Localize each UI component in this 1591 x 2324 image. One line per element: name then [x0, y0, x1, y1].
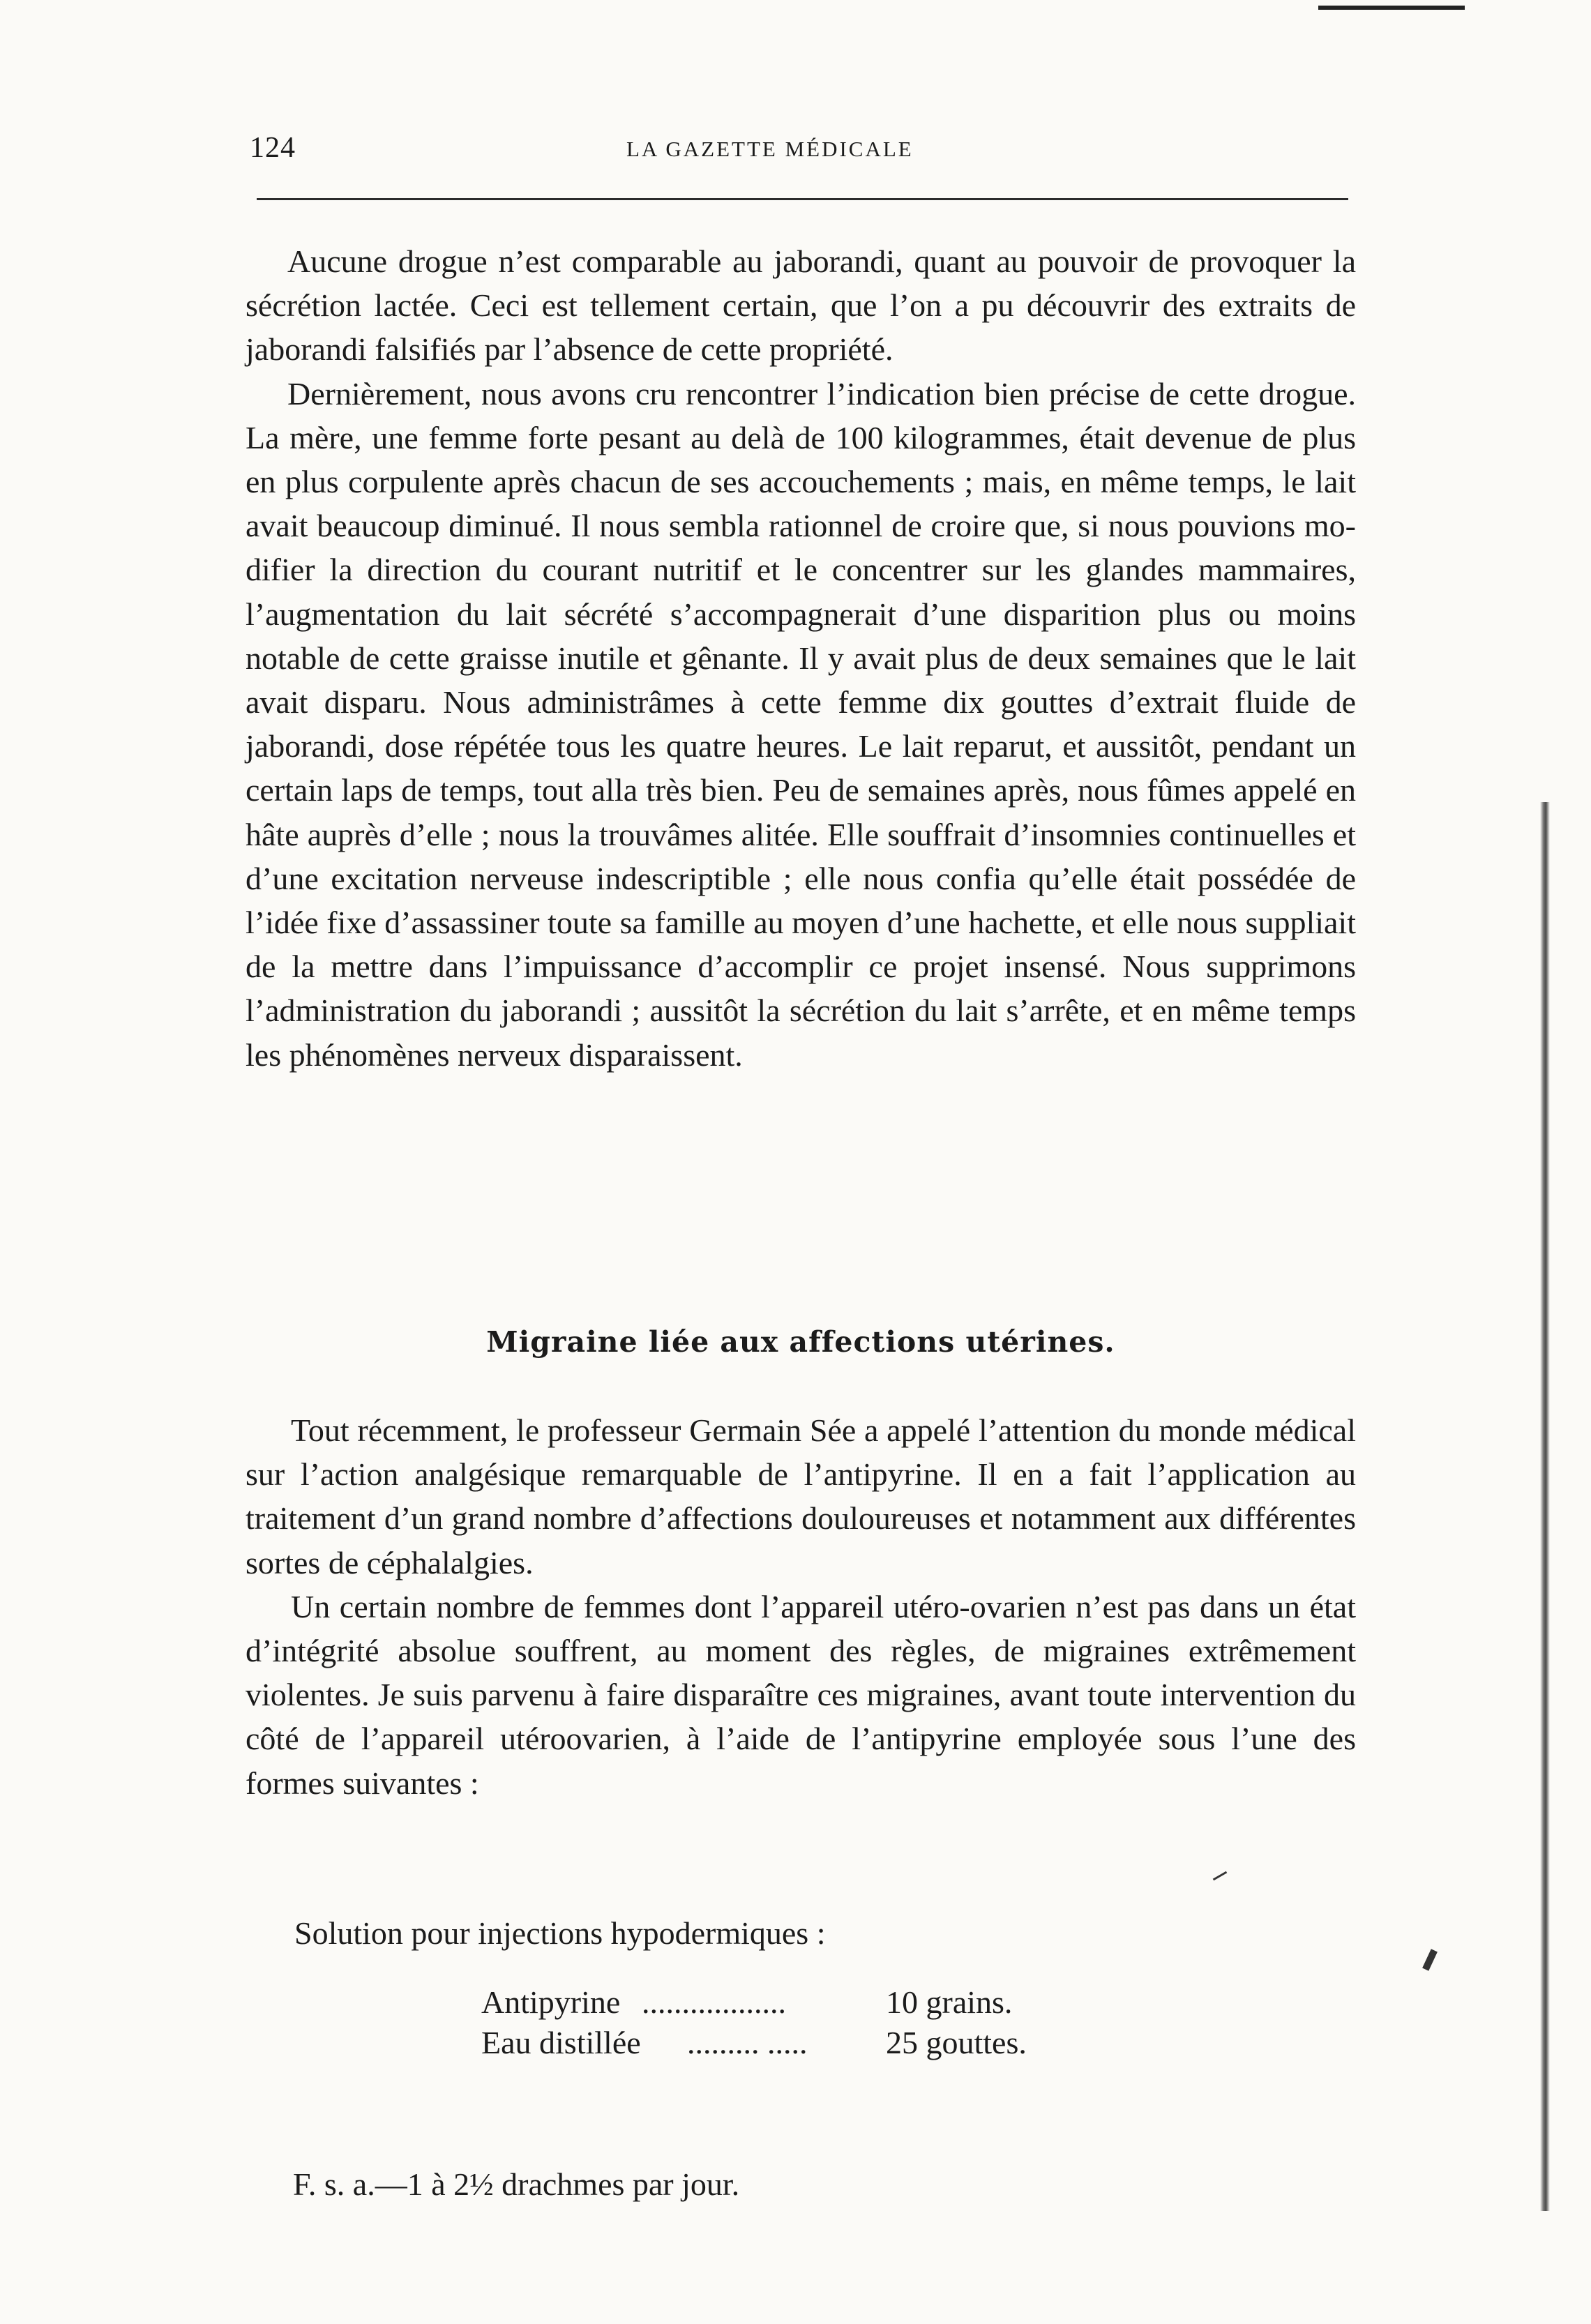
dosage-line: F. s. a.—1 à 2½ drachmes par jour. — [293, 2166, 740, 2202]
solution-intro: Solution pour injections hypodermiques : — [294, 1915, 826, 1951]
ingredient-name: Antipyrine — [481, 1984, 621, 2020]
header-rule — [257, 198, 1348, 200]
leader-dots: .................. — [642, 1984, 786, 2020]
section-heading: Migraine liée aux affections utérines. — [486, 1325, 1115, 1359]
running-head — [250, 131, 1352, 173]
paragraph: Aucune drogue n’est comparable au jaborandi, quant au pouvoir de provoquer la sécrétion lactée. Ceci est tellement certain, que l’on a pu découvrir des extraits de jaborandi falsifiés par l’absence de cette propriété. — [246, 243, 1356, 368]
ingredient-quantity: 25 gouttes. — [886, 2025, 1027, 2060]
scan-edge-mark — [1318, 6, 1465, 10]
body-text-migraine — [246, 1408, 1356, 1805]
ingredient-quantity: 10 grains. — [886, 1984, 1013, 2020]
paragraph: Tout récemment, le professeur Germain Sée a appelé l’attention du monde médical sur l’action analgésique remarquable de l’antipyrine. Il en a fait l’application au traitement d’un grand nombre d’affections douloureuses et notamment aux différentes sortes de céphalalgies. — [246, 1412, 1356, 1580]
page-number: 124 — [250, 132, 296, 164]
paragraph: Dernièrement, nous avons cru rencontrer l’indication bien précise de cette drogue. La mère, une femme forte pesant au delà de 100 kilogrammes, était devenue de plus en plus corpulente après chacun de ses accouchements ; mais, en même temps, le lait avait beaucoup diminué. Il nous sembla rationnel de croire que, si nous pouvions modifier la direction du courant nutritif et le concentrer sur les glandes mammaires, l’augmentation du lait sécrété s’accompagnerait d’une disparition plus ou moins notable de cette graisse inutile et gênante. Il y avait plus de deux semaines que le lait avait disparu. Nous administrâmes à cette femme dix gouttes d’extrait fluide de jaborandi, dose répétée tous les quatre heures. Le lait reparut, et aussitôt, pendant un certain laps de temps, tout alla très bien. Peu de semaines après, nous fûmes appelé en hâte auprès d’elle ; nous la trouvâmes alitée. Elle souffrait d’insomnies continuelles et d’une excitation nerveuse indescriptible ; elle nous confia qu’elle était possédée de l’idée fixe d’assassiner toute sa famille au moyen d’une hachette, et elle nous suppliait de la mettre dans l’impuissance d’accomplir ce projet insensé. Nous supprimons l’administration du jaborandi ; aussitôt la sécrétion du lait s’arrête, et en même temps les phénomènes nerveux disparaissent. — [246, 375, 1356, 1073]
body-text-jaborandi — [246, 239, 1356, 1077]
scan-binding-shadow — [1540, 802, 1550, 2211]
journal-title: LA GAZETTE MÉDICALE — [626, 137, 914, 161]
paragraph: Un certain nombre de femmes dont l’appareil utéro-ovarien n’est pas dans un état d’intégrité absolue souffrent, au moment des règles, de migraines extrêmement violentes. Je suis parvenu à faire disparaître ces migraines, avant toute intervention du côté de l’appareil utéroovarien, à l’aide de l’antipyrine employée sous l’une des formes suivantes : — [246, 1588, 1356, 1801]
scan-speck — [1422, 1949, 1438, 1970]
ingredient-name: Eau distillée — [481, 2025, 641, 2060]
scan-speck — [1213, 1871, 1228, 1881]
leader-dots: ......... ..... — [687, 2025, 808, 2060]
